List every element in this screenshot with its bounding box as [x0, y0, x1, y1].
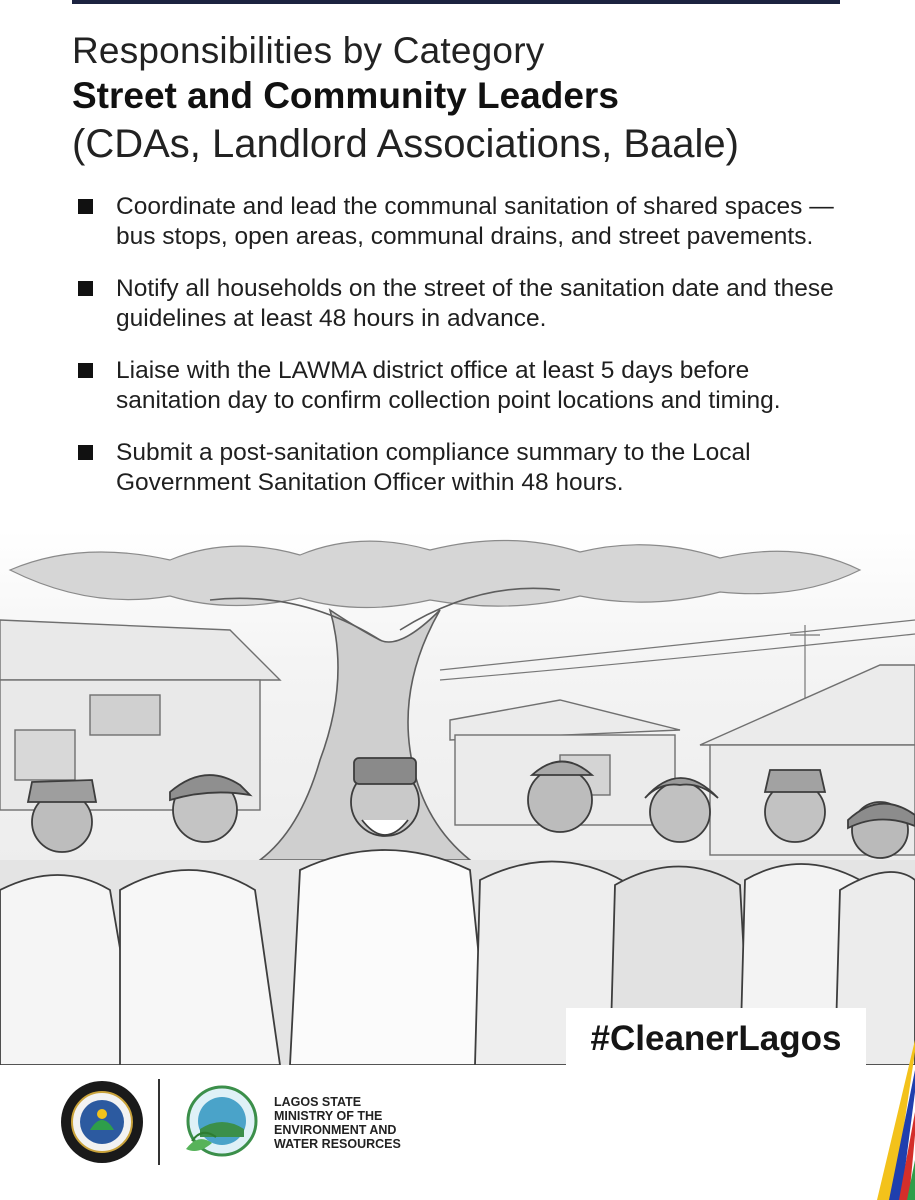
ministry-emblem-logo [178, 1077, 266, 1165]
list-item [72, 274, 862, 334]
list-item-line: Notify all households on the street of the sanitation date and these [116, 275, 834, 302]
hashtag-label: #CleanerLagos [566, 1008, 866, 1070]
page-title: Street and Community Leaders [72, 75, 619, 116]
heading-block [72, 28, 872, 170]
footer-divider [158, 1079, 160, 1165]
list-item-line: Liaise with the LAWMA district office at least 5 days before [116, 357, 750, 384]
bullet-square-icon [78, 281, 93, 296]
list-item-line: bus stops, open areas, communal drains, and street pavements. [116, 223, 814, 250]
list-item-line: Coordinate and lead the communal sanitation of shared spaces — [116, 193, 834, 220]
list-item-line: Submit a post-sanitation compliance summary to the Local [116, 439, 751, 466]
page-subtitle: Responsibilities by Category [72, 30, 545, 71]
ministry-name-line: WATER RESOURCES [274, 1137, 401, 1151]
bullet-square-icon [78, 363, 93, 378]
list-item-line: sanitation day to confirm collection point locations and timing. [116, 387, 781, 414]
responsibility-list [72, 192, 862, 520]
color-stripes-decoration [785, 1040, 915, 1200]
list-item-line: guidelines at least 48 hours in advance. [116, 305, 547, 332]
bullet-square-icon [78, 199, 93, 214]
community-meeting-illustration [0, 530, 915, 1065]
page-title-parenthetical: (CDAs, Landlord Associations, Baale) [72, 122, 739, 166]
list-item [72, 192, 862, 252]
footer [0, 1065, 915, 1200]
ministry-name-line: LAGOS STATE [274, 1095, 362, 1109]
list-item [72, 356, 862, 416]
lagos-state-seal-logo [60, 1080, 144, 1164]
list-item-line: Government Sanitation Officer within 48 hours. [116, 469, 624, 496]
ministry-name-line: ENVIRONMENT AND [274, 1123, 397, 1137]
ministry-name-line: MINISTRY OF THE [274, 1109, 383, 1123]
ministry-name [274, 1095, 401, 1151]
list-item [72, 438, 862, 498]
bullet-square-icon [78, 445, 93, 460]
top-rule [72, 0, 840, 4]
